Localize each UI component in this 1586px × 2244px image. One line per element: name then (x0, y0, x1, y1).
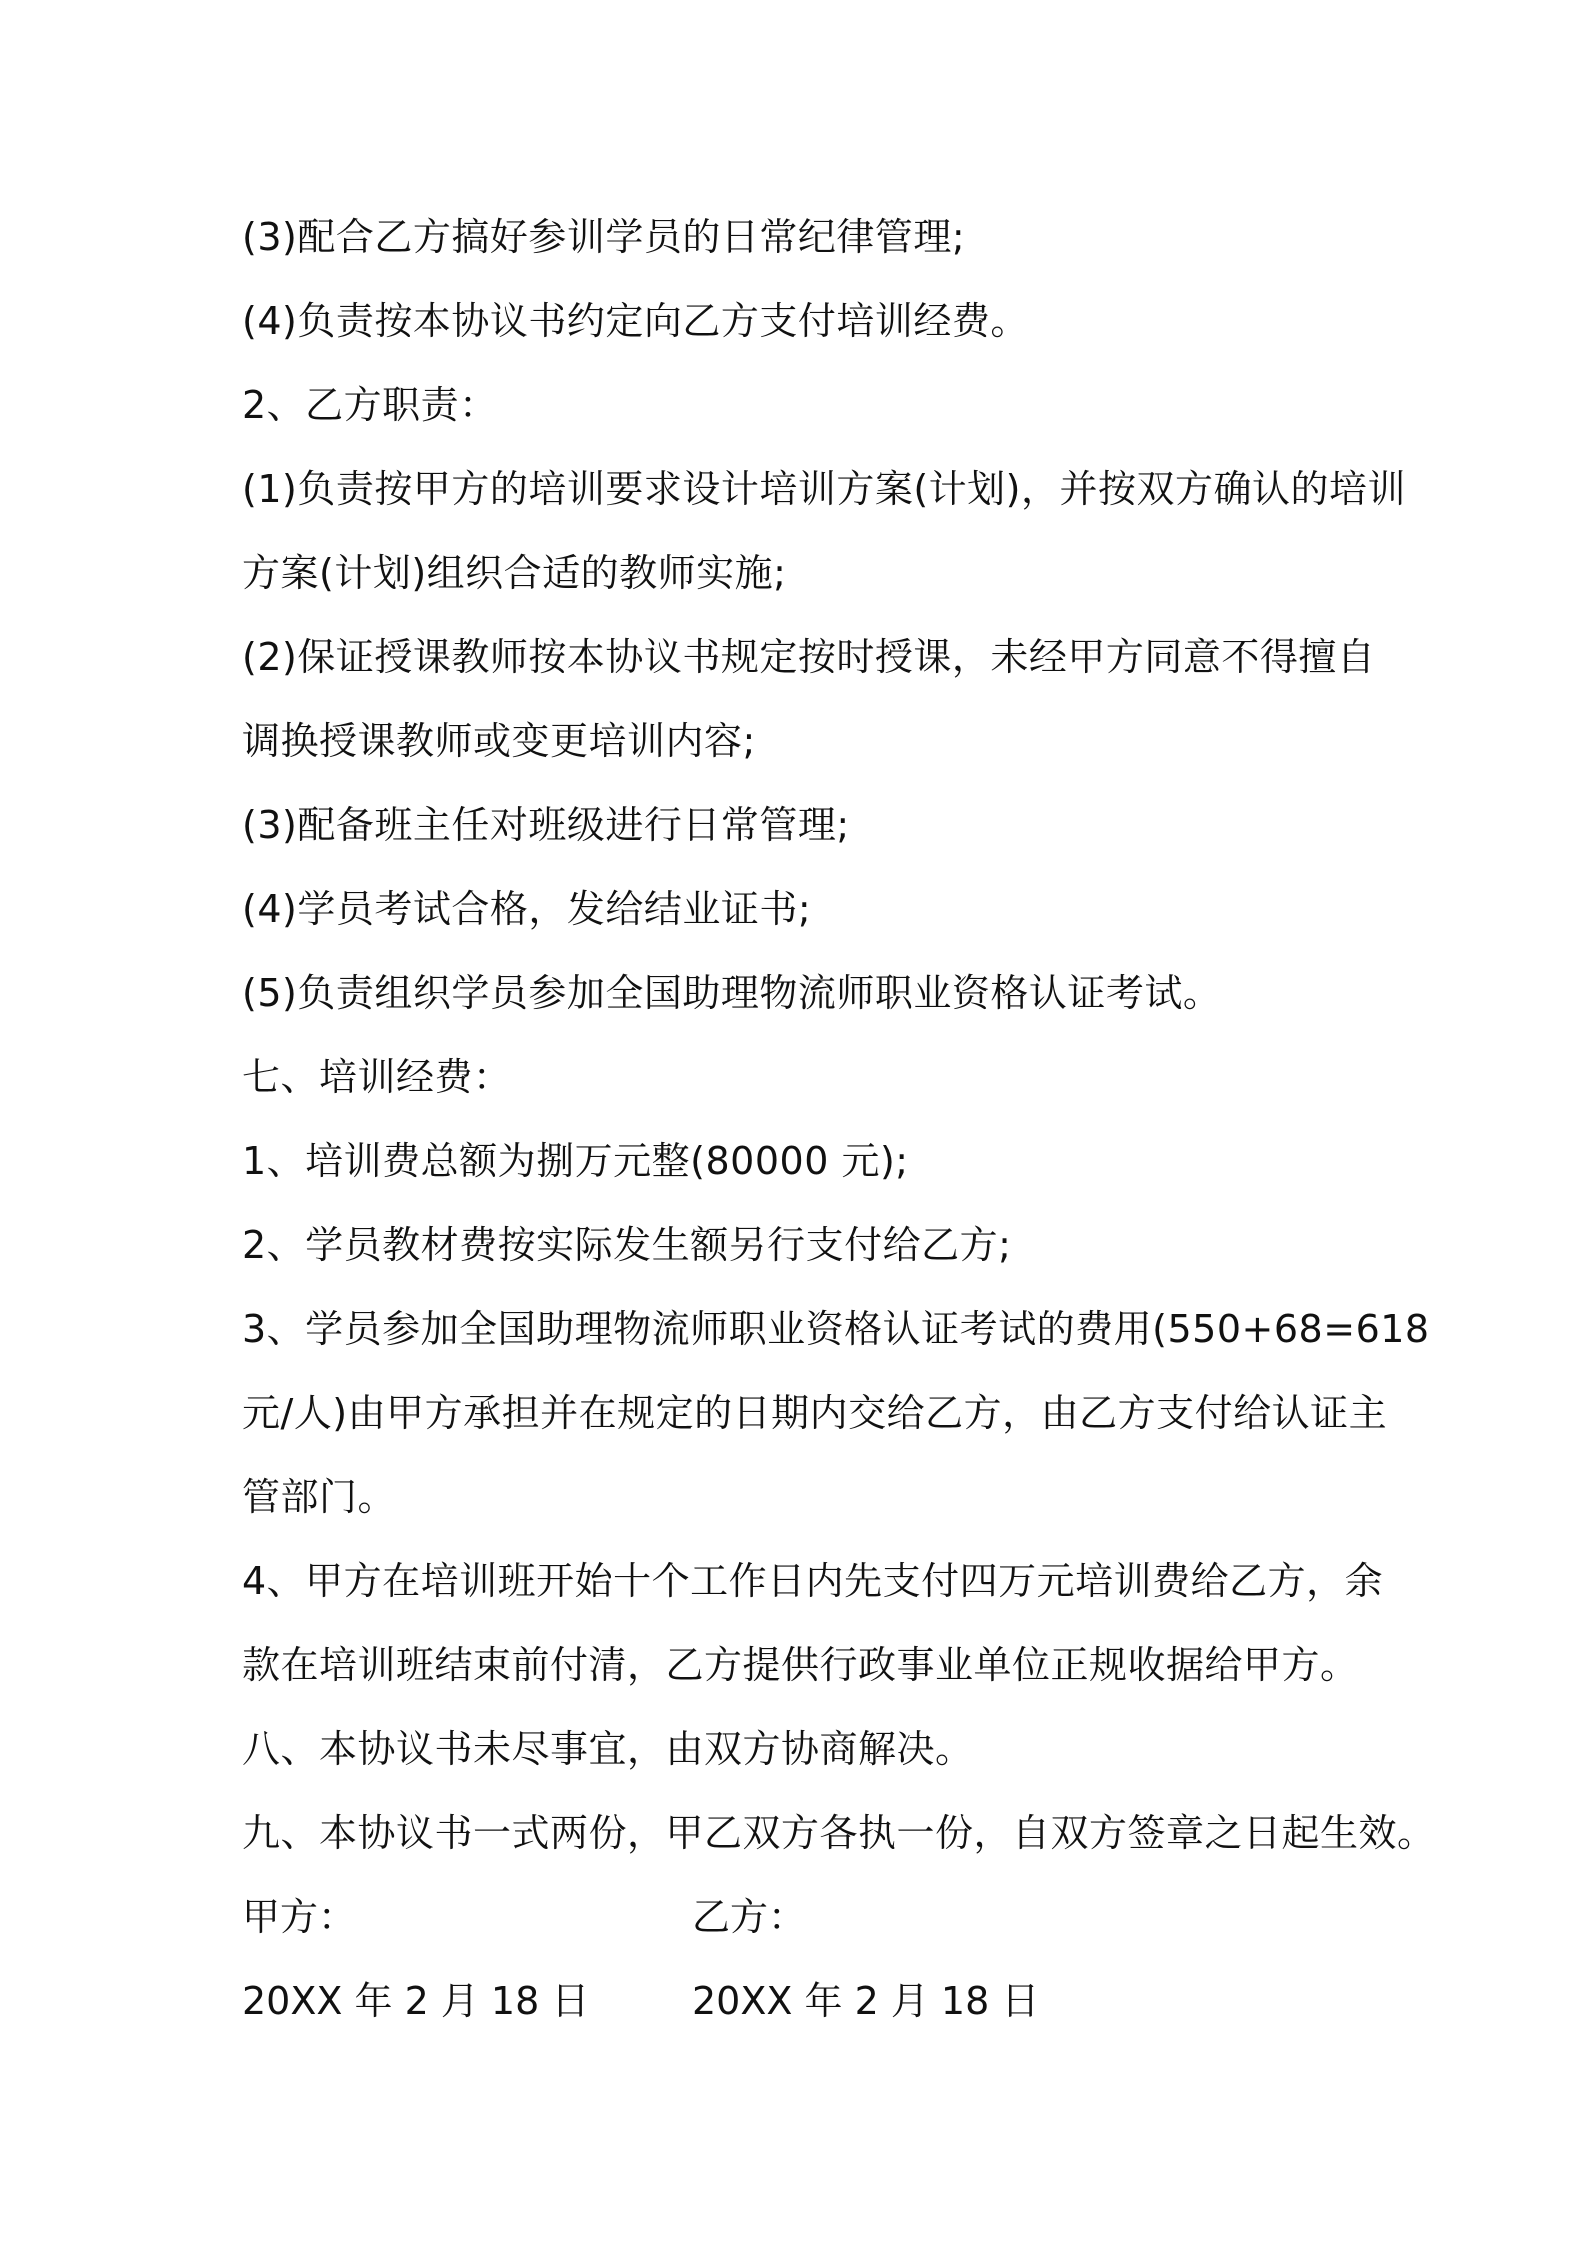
clause-line: (1)负责按甲方的培训要求设计培训方案(计划)，并按双方确认的培训 (242, 467, 1406, 511)
clause-line: (4)负责按本协议书约定向乙方支付培训经费。 (242, 299, 1029, 343)
party-b-date: 20XX 年 2 月 18 日 (692, 1979, 1040, 2023)
clause-line: (4)学员考试合格，发给结业证书; (242, 887, 812, 931)
clause-line: 4、甲方在培训班开始十个工作日内先支付四万元培训费给乙方，余 (242, 1559, 1384, 1603)
section-heading: 2、乙方职责： (242, 383, 498, 427)
signature-label-row (242, 1875, 1362, 1959)
section-heading: 七、培训经费： (242, 1055, 512, 1099)
party-a-label: 甲方： (242, 1895, 357, 1939)
signature-date-row (242, 1959, 1362, 2043)
clause-line: 3、学员参加全国助理物流师职业资格认证考试的费用(550+68=618 (242, 1307, 1430, 1351)
clause-line: (3)配备班主任对班级进行日常管理; (242, 803, 850, 847)
clause-line: 1、培训费总额为捌万元整(80000 元); (242, 1139, 909, 1183)
clause-line: (3)配合乙方搞好参训学员的日常纪律管理; (242, 215, 966, 259)
clause-line: 元/人)由甲方承担并在规定的日期内交给乙方，由乙方支付给认证主 (242, 1391, 1388, 1435)
section-heading: 八、本协议书未尽事宜，由双方协商解决。 (242, 1727, 974, 1771)
clause-line: (5)负责组织学员参加全国助理物流师职业资格认证考试。 (242, 971, 1222, 1015)
section-heading: 九、本协议书一式两份，甲乙双方各执一份，自双方签章之日起生效。 (242, 1811, 1436, 1855)
party-b-label: 乙方： (692, 1895, 807, 1939)
clause-line: (2)保证授课教师按本协议书规定按时授课，未经甲方同意不得擅自 (242, 635, 1376, 679)
clause-line: 调换授课教师或变更培训内容; (242, 719, 756, 763)
clause-line: 2、学员教材费按实际发生额另行支付给乙方; (242, 1223, 1012, 1267)
document-body (242, 195, 1436, 2043)
clause-line: 管部门。 (242, 1475, 397, 1519)
clause-line: 方案(计划)组织合适的教师实施; (242, 551, 787, 595)
clause-line: 款在培训班结束前付清，乙方提供行政事业单位正规收据给甲方。 (242, 1643, 1359, 1687)
party-a-date: 20XX 年 2 月 18 日 (242, 1979, 590, 2023)
